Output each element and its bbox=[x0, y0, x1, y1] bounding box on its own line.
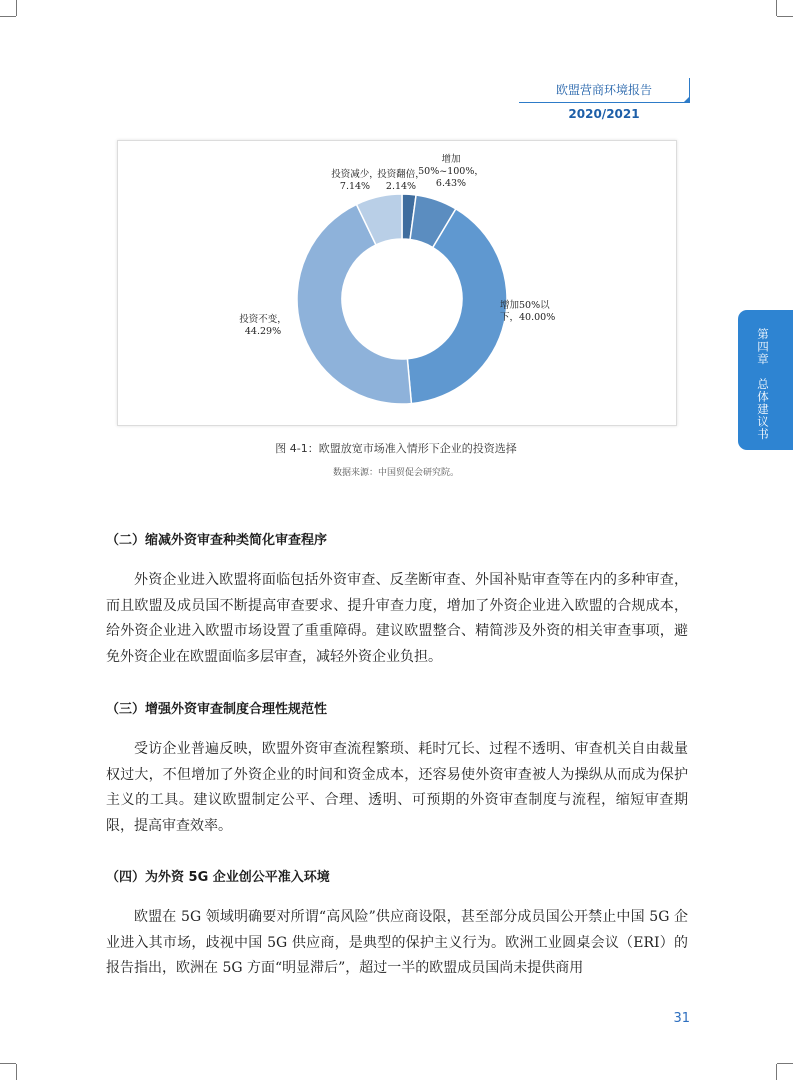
body-paragraph: 受访企业普遍反映，欧盟外资审查流程繁琐、耗时冗长、过程不透明、审查机关自由裁量权过大，不但增加了外资企业的时间和资金成本，还容易使外资审查被人为操纵从而成为保护主义的工具。建议欧盟制定公平、合理、透明、可预期的外资审查制度与流程，缩短审查期限，提高审查效率。 bbox=[106, 741, 688, 834]
body-paragraph: 欧盟在 5G 领域明确要对所谓“高风险”供应商设限，甚至部分成员国公开禁止中国 5G 企业进入其市场，歧视中国 5G 供应商，是典型的保护主义行为。欧洲工业圆桌会议（ERI）的报告指出，欧洲在 5G 方面“明显滞后”，超过一半的欧盟成员国尚未提供商用 bbox=[106, 909, 688, 976]
page-number: 31 bbox=[673, 1011, 690, 1026]
crop-mark bbox=[777, 16, 793, 17]
figure-source: 数据来源：中国贸促会研究院。 bbox=[332, 468, 459, 478]
running-header bbox=[519, 78, 690, 121]
donut-chart bbox=[118, 141, 676, 425]
slice-label: 投资减少， 7.14% bbox=[331, 169, 379, 192]
crop-mark bbox=[776, 1064, 777, 1080]
slice-label: 投资不变， 44.29% bbox=[239, 314, 287, 337]
slice-label: 增加50%以下，40.00% bbox=[500, 300, 556, 323]
figure-caption: 图 4-1：欧盟放宽市场准入情形下企业的投资选择 bbox=[275, 442, 517, 455]
crop-mark bbox=[776, 0, 777, 16]
crop-mark bbox=[0, 1063, 16, 1064]
chapter-side-tab-label: 第四章 总体建议书 bbox=[756, 328, 770, 441]
body-paragraph: 外资企业进入欧盟将面临包括外资审查、反垄断审查、外国补贴审查等在内的多种审查，而且欧盟及成员国不断提高审查要求、提升审查力度，增加了外资企业进入欧盟的合规成本，给外资企业进入欧盟市场设置了重重障碍。建议欧盟整合、精简涉及外资的相关审查事项，避免外资企业在欧盟面临多层审查，减轻外资企业负担。 bbox=[106, 572, 688, 665]
header-corner-mark bbox=[684, 96, 690, 102]
section-heading: （三）增强外资审查制度合理性规范性 bbox=[106, 702, 328, 717]
running-header-title: 欧盟营商环境报告 bbox=[555, 83, 652, 97]
section-heading: （二）缩减外资审查种类简化审查程序 bbox=[106, 533, 328, 548]
slice-label: 投资翻倍， 2.14% bbox=[377, 169, 425, 192]
section-heading: （四）为外资 5G 企业创公平准入环境 bbox=[106, 870, 330, 885]
crop-mark bbox=[0, 16, 16, 17]
crop-mark bbox=[16, 1064, 17, 1080]
crop-mark bbox=[777, 1063, 793, 1064]
crop-mark bbox=[16, 0, 17, 16]
slice-label: 增加 50%~100%， 6.43% bbox=[418, 154, 484, 189]
chart-frame bbox=[117, 140, 677, 426]
running-header-year: 2020/2021 bbox=[568, 107, 640, 121]
